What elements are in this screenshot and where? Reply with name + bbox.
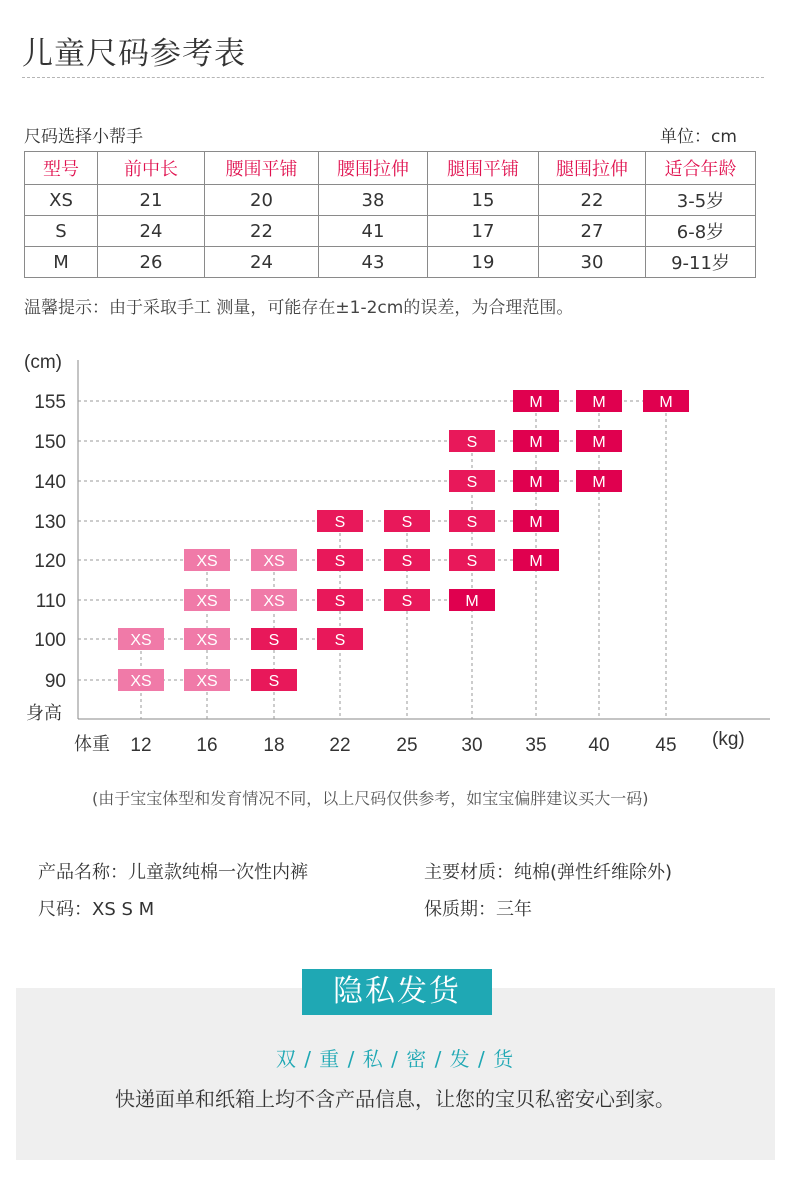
size-cell-label: XS — [263, 553, 285, 570]
table-cell: 21 — [98, 185, 205, 216]
x-tick-label: 30 — [461, 735, 483, 756]
size-cell-label: XS — [196, 673, 218, 690]
table-cell: 22 — [205, 216, 319, 247]
header-model: 型号 — [25, 152, 98, 185]
size-height-weight-chart — [0, 340, 790, 770]
table-cell: 26 — [98, 247, 205, 278]
size-cell-label: M — [529, 394, 543, 411]
x-tick-label: 18 — [263, 735, 285, 756]
table-cell: 17 — [428, 216, 539, 247]
size-helper-title: 尺码选择小帮手 — [24, 127, 143, 147]
product-shelf-life: 保质期：三年 — [424, 899, 532, 920]
size-cell-label: M — [592, 394, 606, 411]
table-cell: 15 — [428, 185, 539, 216]
table-cell: 43 — [319, 247, 428, 278]
table-cell: S — [25, 216, 98, 247]
size-cell-label: S — [401, 514, 413, 531]
header-front-length: 前中长 — [98, 152, 205, 185]
size-cell-label: XS — [130, 673, 152, 690]
y-tick-label: 100 — [34, 630, 66, 651]
header-leg-flat: 腿围平铺 — [428, 152, 539, 185]
x-tick-label: 22 — [329, 735, 351, 756]
table-cell: 9-11岁 — [646, 247, 756, 278]
size-cell-label: S — [334, 514, 346, 531]
y-tick-label: 150 — [34, 432, 66, 453]
page-title: 儿童尺码参考表 — [22, 36, 246, 72]
table-cell: 41 — [319, 216, 428, 247]
x-axis-title: 体重 — [74, 734, 110, 754]
table-cell: 30 — [539, 247, 646, 278]
table-row — [25, 216, 756, 247]
size-cell-label: S — [466, 553, 478, 570]
size-cell-label: M — [529, 474, 543, 491]
header-waist-flat: 腰围平铺 — [205, 152, 319, 185]
table-cell: M — [25, 247, 98, 278]
x-tick-label: 40 — [588, 735, 610, 756]
size-cell-label: S — [334, 553, 346, 570]
header-age: 适合年龄 — [646, 152, 756, 185]
table-cell: XS — [25, 185, 98, 216]
table-cell: 38 — [319, 185, 428, 216]
table-cell: 22 — [539, 185, 646, 216]
size-cell-label: XS — [196, 593, 218, 610]
y-tick-label: 90 — [44, 671, 66, 692]
product-name: 产品名称：儿童款纯棉一次性内裤 — [38, 862, 308, 883]
size-cell-label: XS — [196, 632, 218, 649]
size-cell-label: XS — [263, 593, 285, 610]
size-cell-label: S — [466, 434, 478, 451]
privacy-badge: 隐私发货 — [302, 969, 492, 1015]
x-tick-label: 45 — [655, 735, 677, 756]
size-cell-label: M — [529, 514, 543, 531]
privacy-subtitle: 双 / 重 / 私 / 密 / 发 / 货 — [275, 1047, 515, 1071]
y-axis-title: 身高 — [26, 703, 62, 723]
x-tick-label: 35 — [525, 735, 547, 756]
y-tick-label: 140 — [34, 472, 66, 493]
size-cell-label: S — [466, 514, 478, 531]
table-cell: 19 — [428, 247, 539, 278]
product-sizes: 尺码：XS S M — [38, 899, 155, 920]
table-cell: 20 — [205, 185, 319, 216]
table-row — [25, 247, 756, 278]
x-tick-label: 12 — [130, 735, 152, 756]
header-waist-stretch: 腰围拉伸 — [319, 152, 428, 185]
table-row — [25, 185, 756, 216]
size-cell-label: M — [659, 394, 673, 411]
size-cell-label: S — [466, 474, 478, 491]
chart-note: (由于宝宝体型和发育情况不同，以上尺码仅供参考，如宝宝偏胖建议买大一码) — [92, 789, 649, 808]
size-cell-label: S — [268, 673, 280, 690]
y-tick-label: 120 — [34, 551, 66, 572]
size-cell-label: XS — [130, 632, 152, 649]
y-tick-label: 155 — [34, 392, 66, 413]
size-cell-label: S — [334, 632, 346, 649]
table-cell: 27 — [539, 216, 646, 247]
product-material: 主要材质：纯棉(弹性纤维除外) — [424, 862, 673, 883]
measurement-tip: 温馨提示：由于采取手工 测量，可能存在±1-2cm的误差，为合理范围。 — [24, 298, 574, 318]
table-cell: 24 — [98, 216, 205, 247]
size-table — [24, 151, 756, 278]
size-cell-label: S — [268, 632, 280, 649]
size-cell-label: S — [401, 553, 413, 570]
size-cell-label: M — [529, 553, 543, 570]
x-tick-label: 16 — [196, 735, 218, 756]
size-cell-label: XS — [196, 553, 218, 570]
size-cell-label: S — [401, 593, 413, 610]
privacy-description: 快递面单和纸箱上均不含产品信息，让您的宝贝私密安心到家。 — [115, 1087, 675, 1111]
y-tick-label: 130 — [34, 512, 66, 533]
size-cell-label: M — [529, 434, 543, 451]
title-divider — [22, 77, 764, 78]
size-cell-label: S — [334, 593, 346, 610]
y-axis-unit: (cm) — [24, 352, 62, 373]
size-cell-label: M — [465, 593, 479, 610]
size-table-header-row — [25, 152, 756, 185]
table-cell: 3-5岁 — [646, 185, 756, 216]
y-tick-label: 110 — [35, 591, 66, 612]
size-cell-label: M — [592, 434, 606, 451]
header-leg-stretch: 腿围拉伸 — [539, 152, 646, 185]
size-cell-label: M — [592, 474, 606, 491]
table-cell: 6-8岁 — [646, 216, 756, 247]
table-cell: 24 — [205, 247, 319, 278]
x-axis-unit: (kg) — [712, 729, 745, 750]
x-tick-label: 25 — [396, 735, 418, 756]
unit-label: 单位：cm — [660, 127, 737, 147]
